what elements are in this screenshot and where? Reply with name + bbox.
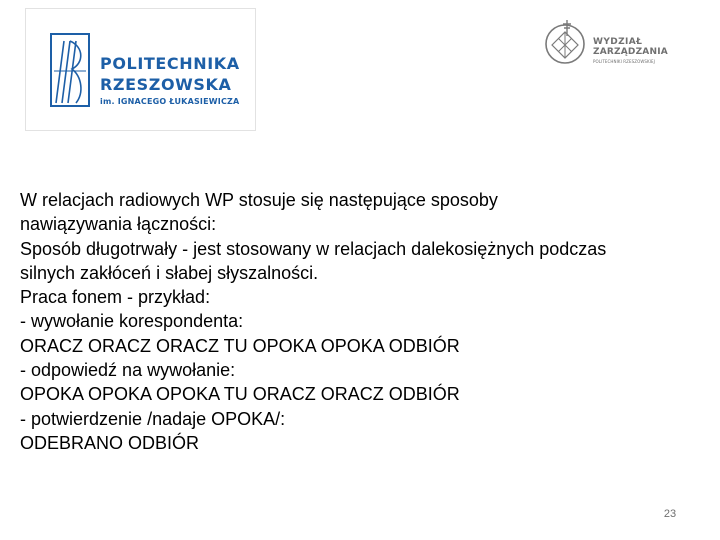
text-line: Praca fonem - przykład: — [20, 287, 211, 308]
faculty-emblem-icon — [543, 16, 589, 66]
university-name-line2: RZESZOWSKA — [100, 75, 232, 94]
text-line: - wywołanie korespondenta: — [20, 311, 244, 332]
university-patron: im. IGNACEGO ŁUKASIEWICZA — [100, 97, 240, 106]
wydzial-zarzadzania-logo — [543, 16, 683, 72]
text-line: OPOKA OPOKA OPOKA TU ORACZ ORACZ ODBIÓR — [20, 384, 460, 405]
text-line: Sposób długotrwały - jest stosowany w relacjach dalekosiężnych podczas — [20, 238, 607, 259]
faculty-name-line3: POLITECHNIKI RZESZOWSKIEJ — [593, 59, 655, 64]
text-line: nawiązywania łączności: — [20, 214, 217, 235]
text-line: ORACZ ORACZ ORACZ TU OPOKA OPOKA ODBIÓR — [20, 335, 460, 356]
text-line: - odpowiedź na wywołanie: — [20, 360, 236, 381]
text-line: silnych zakłóceń i słabej słyszalności. — [20, 262, 319, 283]
faculty-name-line1: WYDZIAŁ — [593, 37, 643, 47]
text-line: ODEBRANO ODBIÓR — [20, 432, 200, 453]
faculty-name-line2: ZARZĄDZANIA — [593, 47, 668, 57]
text-line: W relacjach radiowych WP stosuje się następujące sposoby — [20, 190, 498, 210]
page-number: 23 — [663, 508, 677, 520]
politechnika-rzeszowska-logo — [25, 8, 256, 131]
text-line: - potwierdzenie /nadaje OPOKA/: — [20, 408, 286, 429]
university-name-line1: POLITECHNIKA — [100, 54, 240, 73]
university-emblem-icon — [50, 33, 90, 107]
slide-body-text — [20, 188, 710, 455]
